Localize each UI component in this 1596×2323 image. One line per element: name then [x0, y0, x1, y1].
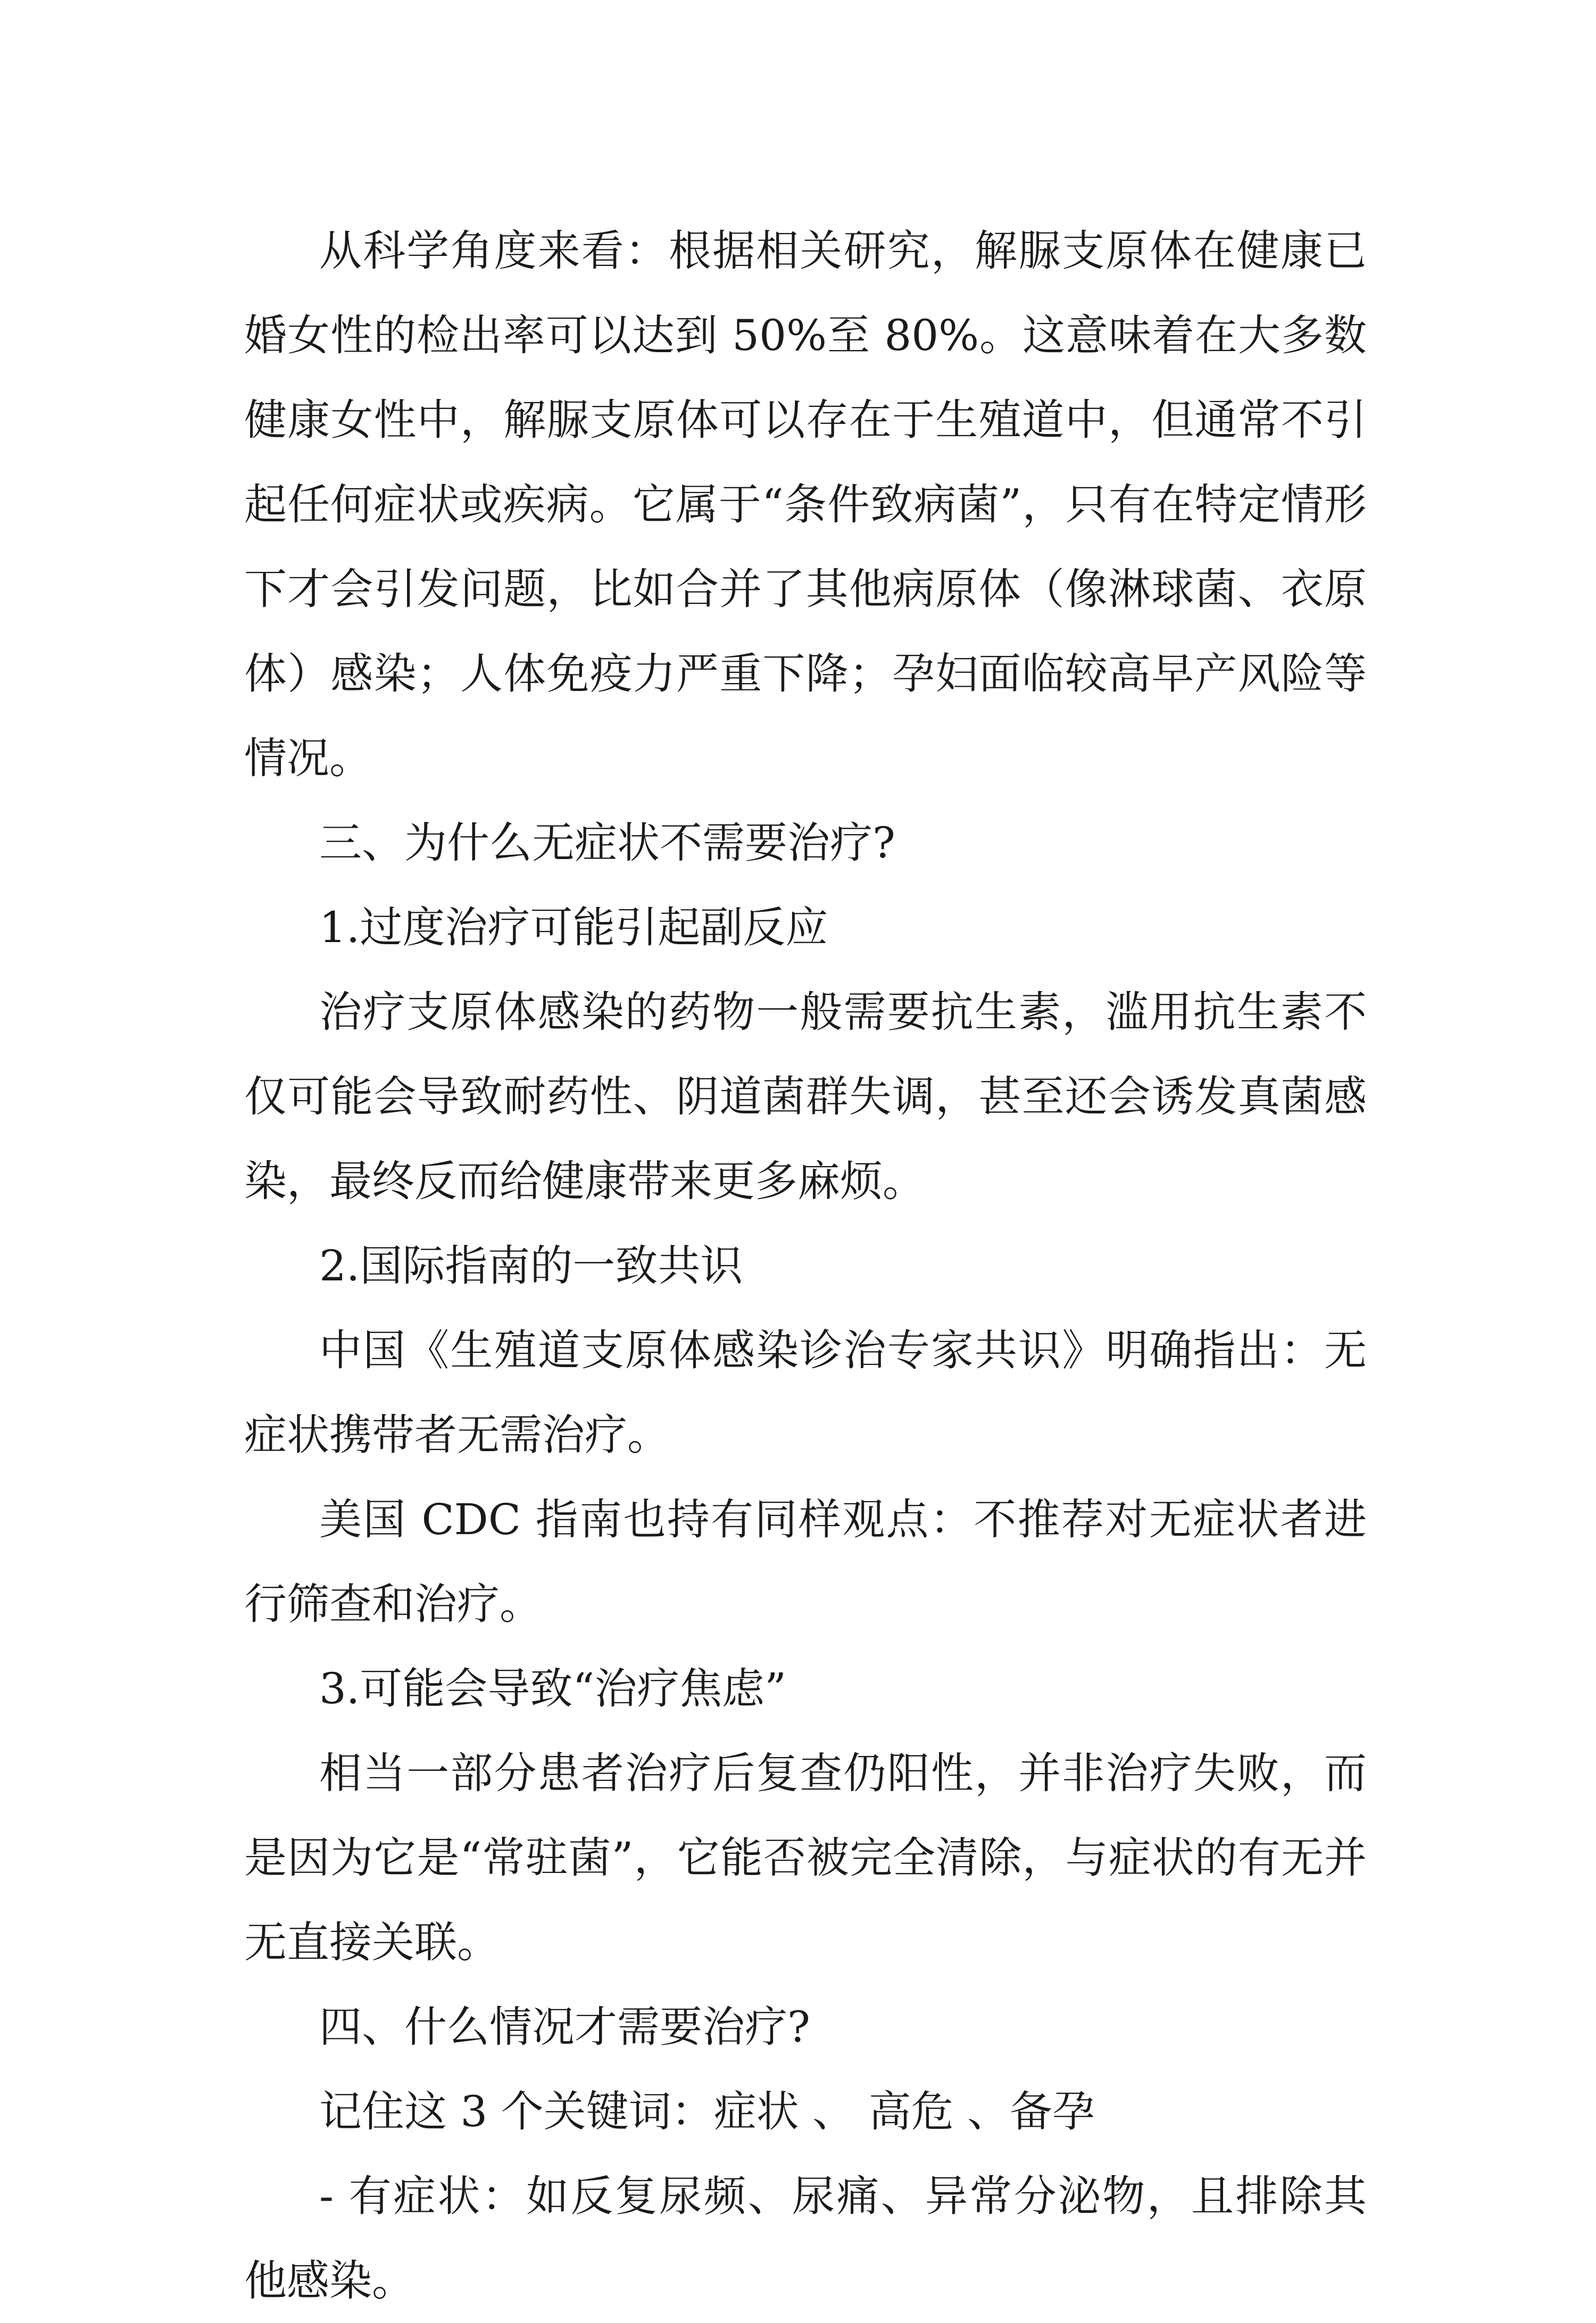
paragraph-keywords: 记住这 3 个关键词：症状 、 高危 、备孕 [319, 2087, 1095, 2136]
section-heading-when-treat: 四、什么情况才需要治疗? [319, 2002, 810, 2052]
paragraph-resident-bacteria: 相当一部分患者治疗后复查仍阳性，并非治疗失败，而是因为它是“常驻菌”，它能否被完全清除，与症状的有无并无直接关联。 [244, 1749, 1367, 1967]
paragraph-antibiotics: 治疗支原体感染的药物一般需要抗生素，滥用抗生素不仅可能会导致耐药性、阴道菌群失调，甚至还会诱发真菌感染，最终反而给健康带来更多麻烦。 [244, 987, 1367, 1206]
subheading-overtreatment: 1.过度治疗可能引起副反应 [319, 903, 828, 952]
subheading-treatment-anxiety: 3.可能会导致“治疗焦虑” [319, 1664, 787, 1713]
document-body [244, 209, 1367, 2323]
paragraph-scientific-view: 从科学角度来看：根据相关研究，解脲支原体在健康已婚女性的检出率可以达到 50%至 80%。这意味着在大多数健康女性中，解脲支原体可以存在于生殖道中，但通常不引起任何症状或疾病。它属于“条件致病菌”，只有在特定情形下才会引发问题，比如合并了其他病原体（像淋球菌、衣原体）感染；人体免疫力严重下降；孕妇面临较高早产风险等情况。 [244, 226, 1367, 783]
subheading-international-guidelines: 2.国际指南的一致共识 [319, 1241, 743, 1290]
list-item-symptoms: - 有症状：如反复尿频、尿痛、异常分泌物，且排除其他感染。 [244, 2171, 1367, 2305]
paragraph-china-consensus: 中国《生殖道支原体感染诊治专家共识》明确指出：无症状携带者无需治疗。 [244, 1326, 1367, 1460]
paragraph-cdc-guideline: 美国 CDC 指南也持有同样观点：不推荐对无症状者进行筛查和治疗。 [244, 1495, 1367, 1629]
section-heading-why-no-treatment: 三、为什么无症状不需要治疗? [319, 818, 895, 868]
